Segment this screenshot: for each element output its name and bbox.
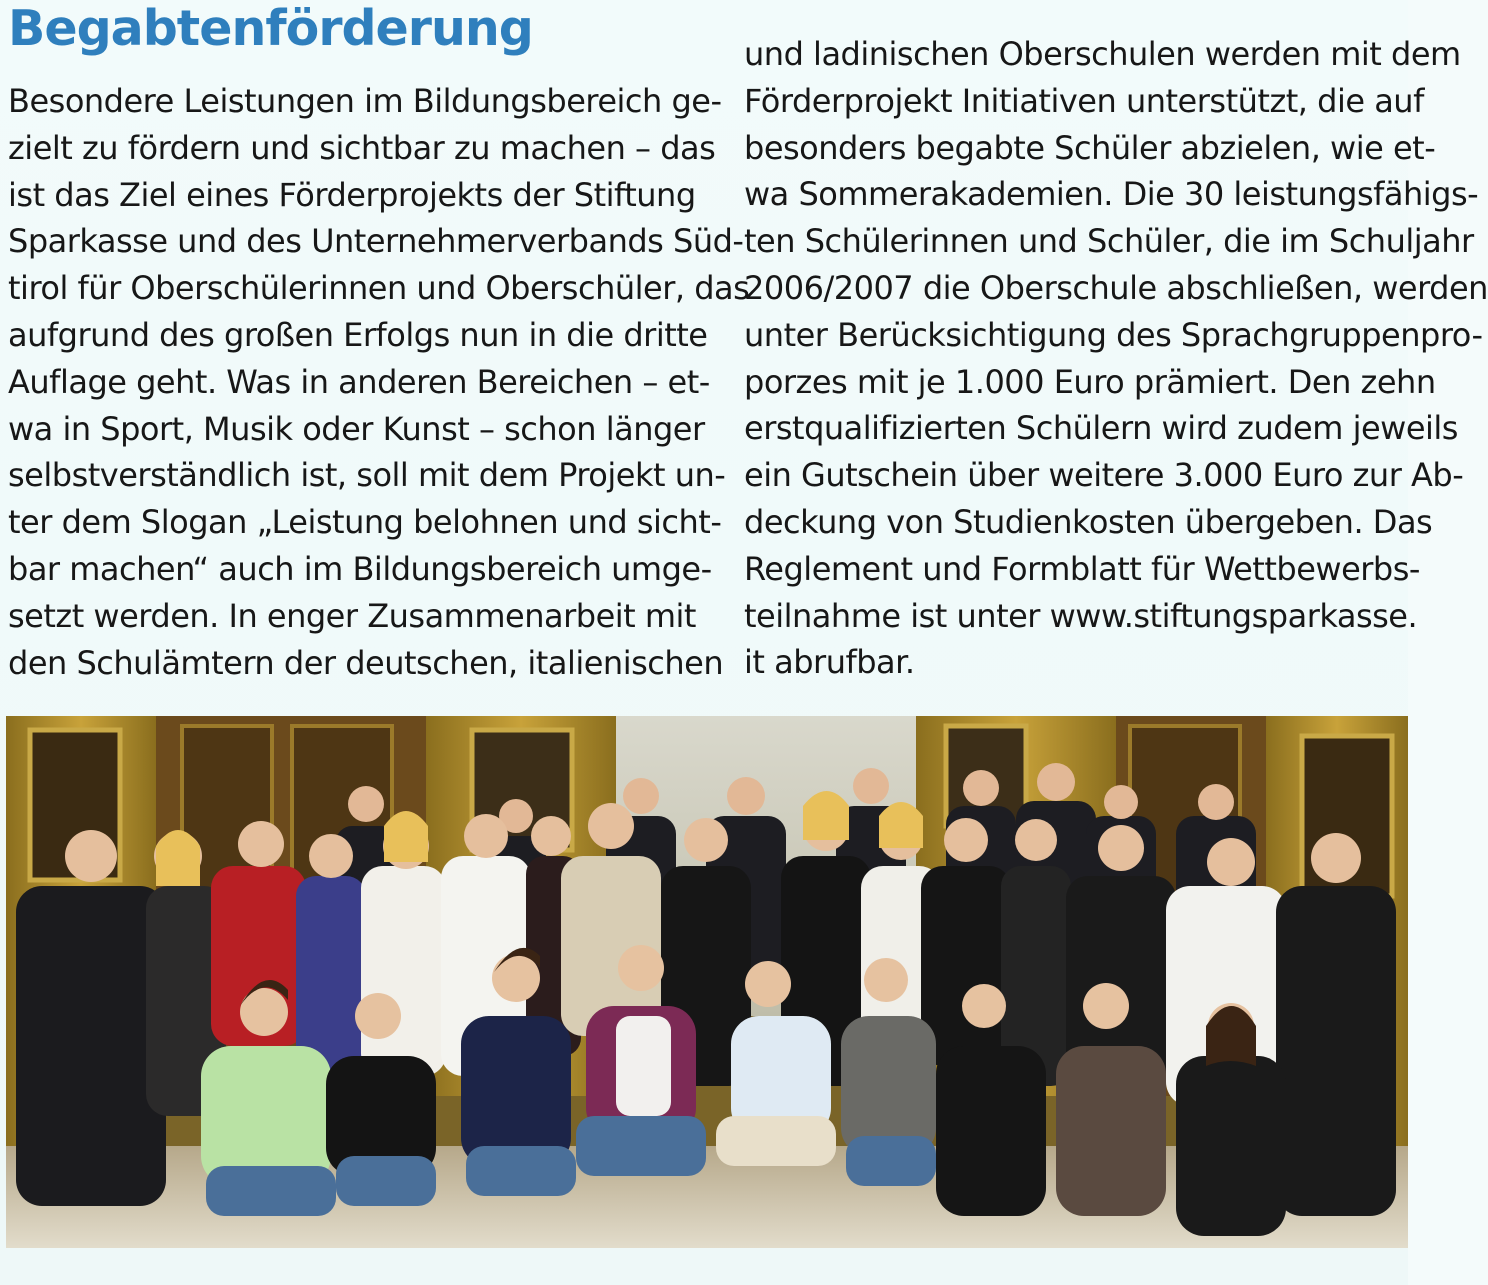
text-line: selbstverständlich ist, soll mit dem Projekt un- <box>8 456 726 495</box>
text-line: aufgrund des großen Erfolgs nun in die dritte <box>8 315 708 354</box>
text-line: Auflage geht. Was in anderen Bereichen – et- <box>8 362 710 401</box>
text-line: Sparkasse und des Unternehmerverbands Süd- <box>8 222 744 261</box>
text-line: und ladinischen Oberschulen werden mit dem <box>744 35 1461 73</box>
text-line: it abrufbar. <box>744 643 915 682</box>
article-left-column <box>8 78 750 686</box>
text-line: tirol für Oberschülerinnen und Oberschüler, das <box>8 269 750 308</box>
page-bottom-margin <box>0 1248 1408 1285</box>
text-line: bar machen“ auch im Bildungsbereich umge- <box>8 549 712 588</box>
text-line: wa Sommerakademien. Die 30 leistungsfähigs- <box>744 175 1479 214</box>
text-line: ten Schülerinnen und Schüler, die im Schuljahr <box>744 222 1474 261</box>
text-line: den Schulämtern der deutschen, italienischen <box>8 643 724 682</box>
text-line: Reglement und Formblatt für Wettbewerbs- <box>744 549 1420 588</box>
text-line: Besondere Leistungen im Bildungsbereich ge- <box>8 82 722 120</box>
text-line: unter Berücksichtigung des Sprachgruppenpro- <box>744 315 1483 354</box>
text-line: zielt zu fördern und sichtbar zu machen – das <box>8 128 716 167</box>
group-photo <box>6 716 1408 1248</box>
text-line: wa in Sport, Musik oder Kunst – schon länger <box>8 409 705 448</box>
article-title: Begabtenförderung <box>8 0 533 57</box>
text-line: setzt werden. In enger Zusammenarbeit mit <box>8 596 696 635</box>
text-line: deckung von Studienkosten übergeben. Das <box>744 502 1433 541</box>
group-photo-illustration <box>6 716 1408 1248</box>
text-line: ein Gutschein über weitere 3.000 Euro zur Ab- <box>744 456 1464 495</box>
text-line: 2006/2007 die Oberschule abschließen, werden <box>744 268 1488 307</box>
text-line: teilnahme ist unter www.stiftungsparkasse. <box>744 596 1418 635</box>
text-line: porzes mit je 1.000 Euro prämiert. Den zehn <box>744 362 1436 401</box>
text-line: ist das Ziel eines Förderprojekts der Stiftung <box>8 175 696 214</box>
text-line: Förderprojekt Initiativen unterstützt, die auf <box>744 81 1424 120</box>
article-right-column <box>744 31 1488 686</box>
text-line: besonders begabte Schüler abzielen, wie et- <box>744 128 1436 167</box>
text-line: erstqualifizierten Schülern wird zudem jeweils <box>744 409 1458 448</box>
text-line: ter dem Slogan „Leistung belohnen und sicht- <box>8 503 722 542</box>
